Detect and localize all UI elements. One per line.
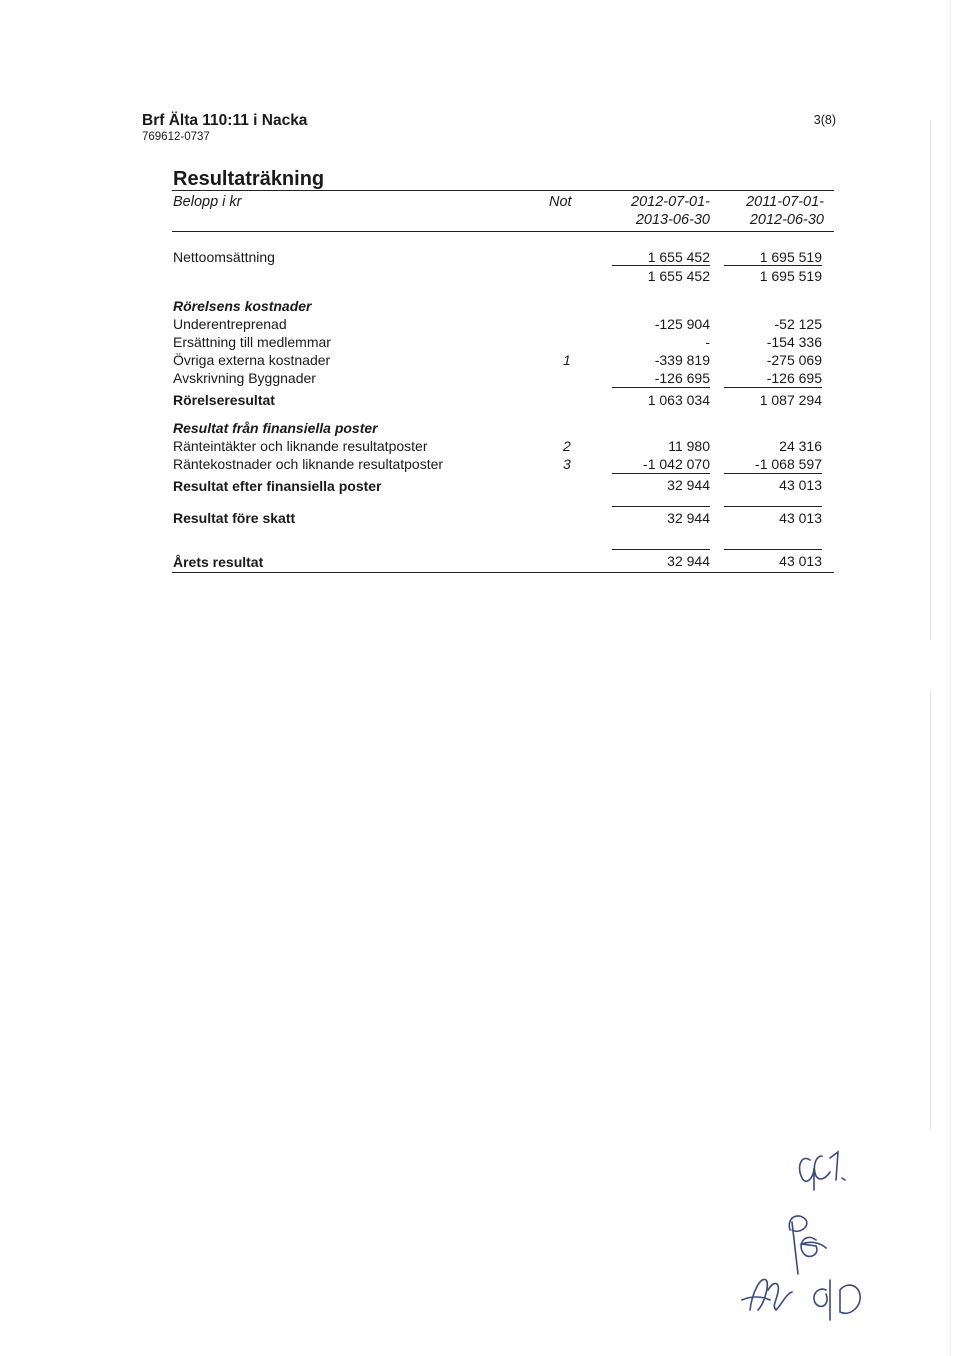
value-previous: -126 695 — [766, 370, 822, 386]
amount-unit-header: Belopp i kr — [173, 194, 242, 210]
value-current: - — [705, 334, 710, 350]
value-previous: 43 013 — [779, 553, 822, 569]
period-previous-header-line1: 2011-07-01- — [746, 194, 824, 210]
subtotal-rule — [612, 506, 710, 507]
row-label-resultat-efter-finansiella: Resultat efter finansiella poster — [173, 478, 382, 494]
subtotal-rule — [612, 387, 710, 388]
scan-edge-line — [930, 690, 931, 1130]
subtotal-rule — [724, 265, 822, 266]
value-previous: 43 013 — [779, 477, 822, 493]
value-current: 1 655 452 — [647, 249, 710, 265]
value-previous: -1 068 597 — [755, 456, 822, 472]
row-label-rorelseresultat: Rörelseresultat — [173, 392, 275, 408]
page-number: 3(8) — [813, 113, 836, 127]
value-previous: 1 087 294 — [759, 392, 822, 408]
note-reference: 1 — [563, 352, 571, 368]
row-label-ranteintakter: Ränteintäkter och liknande resultatposter — [173, 438, 428, 454]
note-reference: 3 — [563, 456, 571, 472]
organization-name: Brf Älta 110:11 i Nacka — [142, 112, 308, 129]
row-label-arets-resultat: Årets resultat — [173, 554, 264, 570]
period-current-header-line2: 2013-06-30 — [635, 212, 710, 228]
row-label-avskrivning: Avskrivning Byggnader — [173, 370, 316, 386]
value-previous: -275 069 — [766, 352, 822, 368]
value-current: -125 904 — [654, 316, 710, 332]
row-label-nettoomsattning: Nettoomsättning — [173, 249, 275, 265]
row-label-resultat-fore-skatt: Resultat före skatt — [173, 510, 296, 526]
value-current: 32 944 — [667, 510, 710, 526]
value-current: -1 042 070 — [643, 456, 710, 472]
final-rule — [172, 572, 834, 573]
subtotal-rule — [612, 473, 710, 474]
subtotal-current: 1 655 452 — [647, 268, 710, 284]
subtotal-rule — [612, 265, 710, 266]
row-label-ersattning: Ersättning till medlemmar — [173, 334, 331, 350]
value-current: -339 819 — [654, 352, 710, 368]
note-column-header: Not — [549, 194, 572, 210]
page-title: Resultaträkning — [173, 168, 325, 190]
handwritten-initials — [730, 1140, 890, 1340]
scan-edge-line — [930, 120, 931, 640]
row-label-ovriga-externa: Övriga externa kostnader — [173, 352, 331, 368]
subtotal-rule — [724, 387, 822, 388]
organization-number: 769612-0737 — [142, 131, 210, 143]
value-previous: 1 695 519 — [759, 249, 822, 265]
value-current: 11 980 — [668, 438, 710, 454]
period-previous-header-line2: 2012-06-30 — [749, 212, 824, 228]
title-rule — [172, 190, 834, 191]
section-heading-operating-costs: Rörelsens kostnader — [173, 298, 312, 314]
subtotal-rule — [724, 506, 822, 507]
value-current: -126 695 — [654, 370, 710, 386]
value-previous: -52 125 — [774, 316, 822, 332]
period-current-header-line1: 2012-07-01- — [631, 194, 710, 210]
row-label-rantekostnader: Räntekostnader och liknande resultatposter — [173, 456, 444, 472]
subtotal-previous: 1 695 519 — [759, 268, 822, 284]
value-previous: 24 316 — [779, 438, 822, 454]
value-previous: 43 013 — [779, 510, 822, 526]
scan-edge-line — [950, 0, 951, 1356]
section-heading-financial-items: Resultat från finansiella poster — [173, 420, 378, 436]
value-current: 1 063 034 — [647, 392, 710, 408]
value-previous: -154 336 — [766, 334, 822, 350]
value-current: 32 944 — [667, 477, 710, 493]
header-rule — [172, 231, 834, 232]
row-label-underentreprenad: Underentreprenad — [173, 316, 287, 332]
value-current: 32 944 — [667, 553, 710, 569]
subtotal-rule — [724, 473, 822, 474]
subtotal-rule — [612, 549, 710, 550]
note-reference: 2 — [563, 438, 571, 454]
subtotal-rule — [724, 549, 822, 550]
